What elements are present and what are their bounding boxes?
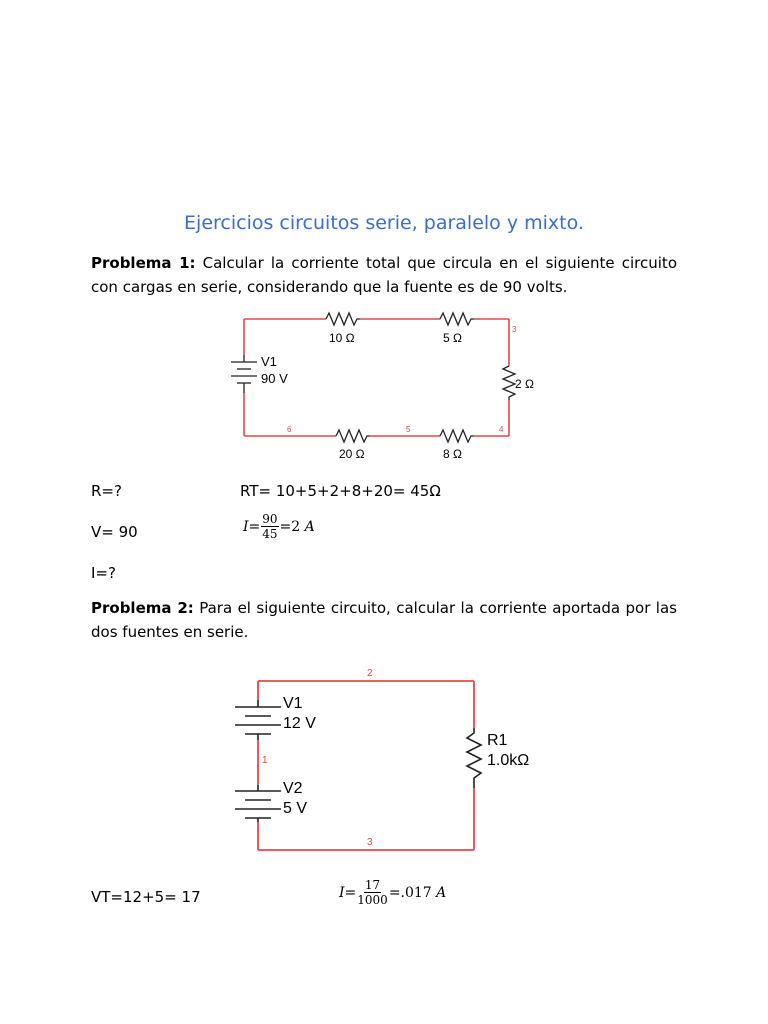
r-bottom-right-label: 8 Ω (443, 447, 462, 461)
resistor-10-symbol (326, 313, 360, 325)
vt-sum-text: VT=12+5= 17 (91, 888, 201, 906)
eq2-unit: A (436, 884, 447, 901)
v1-name-label: V1 (283, 695, 303, 712)
circuit-2-components (235, 700, 481, 822)
resistor-20-symbol (336, 430, 370, 442)
problem-1-label: Problema 1: (91, 254, 196, 272)
problem-2-text: Para el siguiente circuito, calcular la corriente aportada por las dos fuentes en serie. (91, 599, 677, 641)
r-unknown-text: R=? (91, 482, 122, 500)
v1-value-label: 12 V (283, 715, 316, 732)
problem-1-statement (91, 251, 677, 299)
current-unknown-text: I=? (91, 564, 116, 582)
battery-v1-symbol (235, 700, 281, 740)
v1-value-label: 90 V (261, 371, 288, 386)
node-4-label: 4 (499, 425, 504, 434)
eq1-unit: A (304, 518, 315, 535)
voltage-text: V= 90 (91, 523, 138, 541)
eq2-denominator: 1000 (357, 893, 388, 907)
battery-v1-symbol (231, 355, 257, 393)
battery-v2-symbol (235, 785, 281, 822)
node-3-label: 3 (367, 837, 373, 848)
current-equation-1: I = $\frac{90}{45}$ =2 A (243, 512, 315, 541)
r-top-left-label: 10 Ω (329, 331, 355, 345)
eq2-result: =.017 (388, 884, 432, 901)
v1-name-label: V1 (261, 354, 277, 369)
page-title: Ejercicios circuitos serie, paralelo y mixto. (184, 212, 584, 234)
r1-value-label: 1.0kΩ (487, 752, 530, 769)
resistor-r1-symbol (467, 728, 481, 788)
eq1-lhs: I (243, 518, 249, 535)
node-6-label: 6 (287, 425, 292, 434)
rt-sum-text: RT= 10+5+2+8+20= 45Ω (240, 482, 441, 500)
eq2-lhs: I (339, 884, 345, 901)
problem-2-label: Problema 2: (91, 599, 194, 617)
r-right-label: 2 Ω (515, 377, 534, 391)
eq1-result: =2 (279, 518, 301, 535)
eq1-fraction (261, 512, 278, 541)
eq2-numerator: 17 (364, 878, 381, 892)
problem-2-statement (91, 596, 677, 644)
circuit-2-diagram (228, 660, 548, 860)
node-5-label: 5 (406, 425, 411, 434)
r1-name-label: R1 (487, 732, 508, 749)
v2-value-label: 5 V (283, 800, 308, 817)
r-top-right-label: 5 Ω (443, 331, 462, 345)
resistor-8-symbol (440, 430, 474, 442)
eq2-fraction (357, 878, 388, 907)
v2-name-label: V2 (283, 780, 303, 797)
eq1-denominator: 45 (262, 527, 278, 541)
problem-1-text: Calcular la corriente total que circula en el siguiente circuito con cargas en serie, considerando que la fuente es de 90 volts. (91, 254, 677, 296)
node-3-label: 3 (512, 325, 517, 334)
node-2-label: 2 (367, 668, 373, 679)
r-bottom-left-label: 20 Ω (339, 447, 365, 461)
current-equation-2: I = $\frac{17}{1000}$ =.017 A (339, 878, 447, 907)
circuit-1-diagram (228, 305, 534, 465)
resistor-5-symbol (440, 313, 474, 325)
eq1-numerator: 90 (262, 512, 278, 526)
resistor-2-symbol (503, 366, 515, 400)
node-1-label: 1 (262, 755, 268, 766)
